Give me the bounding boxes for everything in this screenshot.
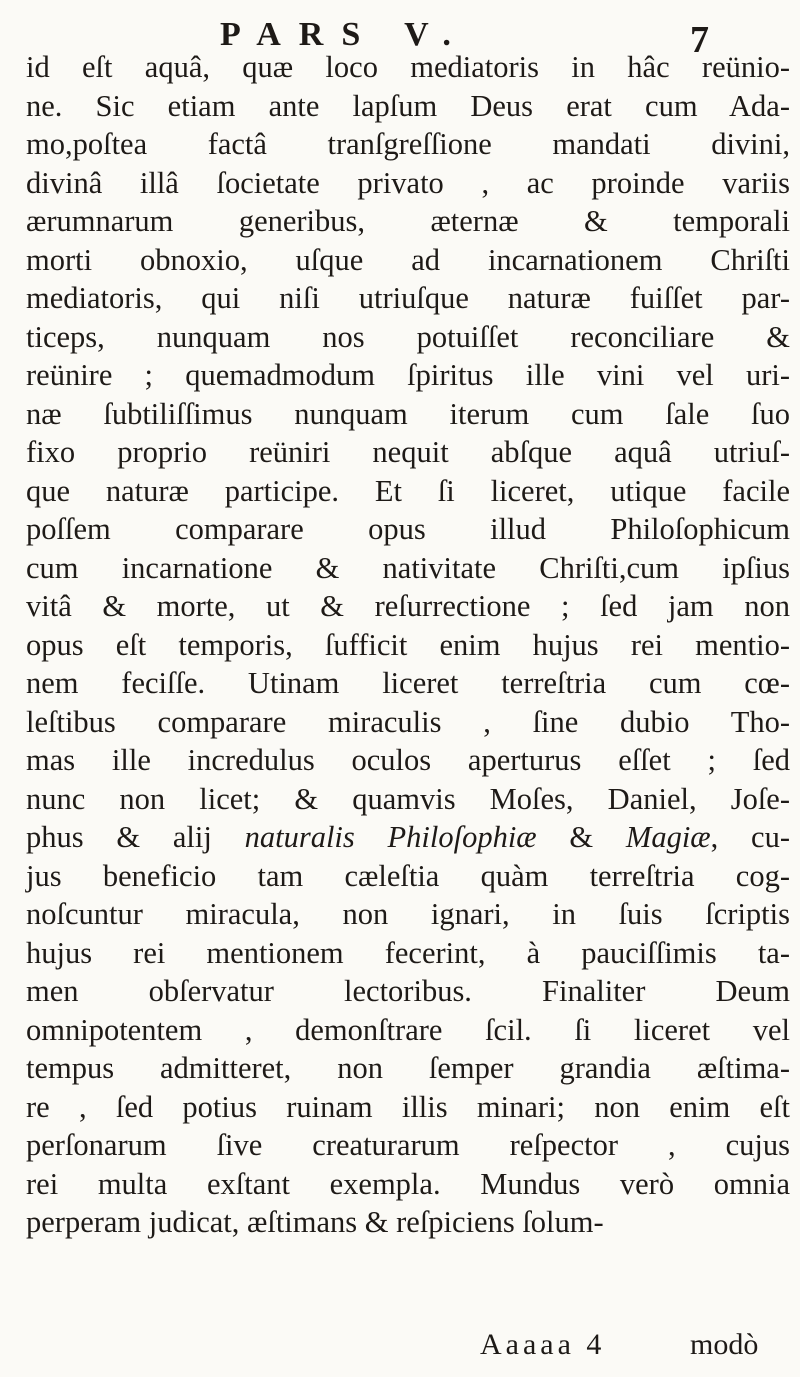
text-line: ne. Sic etiam ante lapſum Deus erat cum Ada- bbox=[26, 88, 790, 123]
text-line: leſtibus comparare miraculis , ſine dubio Tho- bbox=[26, 704, 790, 739]
text-line: vitâ & morte, ut & reſurrectione ; ſed jam non bbox=[26, 589, 790, 623]
running-head: PARS V. bbox=[220, 16, 469, 53]
line-segment: , cu- bbox=[710, 820, 790, 854]
text-line: cum incarnatione & nativitate Chriſti,cum ipſius bbox=[26, 550, 790, 585]
text-line: que naturæ participe. Et ſi liceret, utique facile bbox=[26, 473, 790, 508]
signature-mark: Aaaaa 4 bbox=[480, 1328, 606, 1361]
text-line: ticeps, nunquam nos potuiſſet reconciliare & bbox=[26, 319, 790, 354]
text-line: divinâ illâ ſocietate privato , ac proinde variis bbox=[26, 165, 790, 200]
body-text bbox=[26, 48, 790, 1242]
text-line-mixed bbox=[26, 818, 790, 857]
text-line: id eſt aquâ, quæ loco mediatoris in hâc reünio- bbox=[26, 50, 790, 84]
text-line: reünire ; quemadmodum ſpiritus ille vini vel uri- bbox=[26, 358, 790, 392]
text-line: morti obnoxio, uſque ad incarnationem Chriſti bbox=[26, 242, 790, 277]
text-line: perſonarum ſive creaturarum reſpector , cujus bbox=[26, 1128, 790, 1162]
text-line: nem feciſſe. Utinam liceret terreſtria cum cœ- bbox=[26, 666, 790, 700]
text-line: nunc non licet; & quamvis Moſes, Daniel, Joſe- bbox=[26, 781, 790, 816]
text-line: poſſem comparare opus illud Philoſophicum bbox=[26, 512, 790, 546]
text-line: ærumnarum generibus, æternæ & temporali bbox=[26, 204, 790, 238]
text-line: rei multa exſtant exempla. Mundus verò omnia bbox=[26, 1166, 790, 1201]
text-line: mediatoris, qui niſi utriuſque naturæ fuiſſet par- bbox=[26, 281, 790, 315]
page-number: 7 bbox=[690, 19, 709, 61]
text-line: mo,poſtea factâ tranſgreſſione mandati divini, bbox=[26, 127, 790, 161]
text-line: jus beneficio tam cæleſtia quàm terreſtria cog- bbox=[26, 858, 790, 893]
catchword: modò bbox=[690, 1328, 759, 1361]
page-footer bbox=[0, 1328, 800, 1368]
text-line: re , ſed potius ruinam illis minari; non enim eſt bbox=[26, 1089, 790, 1124]
text-line: perperam judicat, æſtimans & reſpiciens ſolum- bbox=[26, 1205, 604, 1239]
text-line: omnipotentem , demonſtrare ſcil. ſi liceret vel bbox=[26, 1012, 790, 1047]
text-line: men obſervatur lectoribus. Finaliter Deum bbox=[26, 974, 790, 1008]
italic-term: Magiæ bbox=[625, 820, 711, 854]
ampersand: & bbox=[569, 820, 594, 854]
text-line: fixo proprio reüniri nequit abſque aquâ utriuſ- bbox=[26, 435, 790, 469]
italic-term: naturalis Philoſophiæ bbox=[244, 820, 537, 854]
text-line: mas ille incredulus oculos aperturus eſſet ; ſed bbox=[26, 743, 790, 777]
text-line: noſcuntur miracula, non ignari, in ſuis ſcriptis bbox=[26, 897, 790, 931]
text-line: hujus rei mentionem fecerint, à pauciſſimis ta- bbox=[26, 935, 790, 970]
text-line: tempus admitteret, non ſemper grandia æſtima- bbox=[26, 1051, 790, 1085]
text-line: næ ſubtiliſſimus nunquam iterum cum ſale ſuo bbox=[26, 396, 790, 431]
line-segment: phus & alij bbox=[26, 820, 212, 854]
text-line: opus eſt temporis, ſufficit enim hujus rei mentio- bbox=[26, 627, 790, 662]
